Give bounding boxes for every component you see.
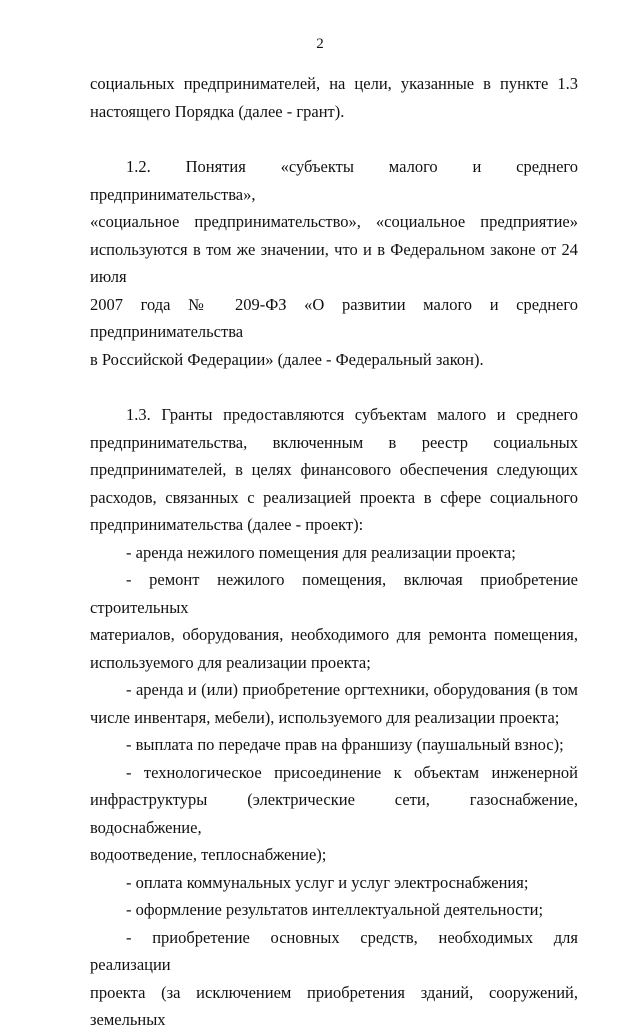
text-line: 2007 года № 209-ФЗ «О развитии малого и среднего предпринимательства (90, 294, 578, 341)
text-line: числе инвентаря, мебели), используемого для реализации проекта; (90, 707, 560, 727)
text-line: - ремонт нежилого помещения, включая приобретение строительных (90, 570, 578, 617)
text-line: водоотведение, теплоснабжение); (90, 845, 327, 864)
text-line: - аренда нежилого помещения для реализации проекта; (126, 542, 516, 562)
text-line: предпринимательства (далее - проект): (90, 515, 364, 534)
text-line: - приобретение основных средств, необходимых для реализации (90, 927, 578, 974)
paragraph-gap (90, 373, 578, 401)
text-line: предпринимательства, включенным в реестр социальных (90, 432, 578, 452)
text-line: расходов, связанных с реализацией проекта в сфере социального (90, 487, 578, 507)
text-line: «социальное предпринимательство», «социальное предприятие» (90, 212, 578, 231)
text-line: настоящего Порядка (далее - грант). (90, 101, 345, 121)
text-line: 1.3. Гранты предоставляются субъектам малого и среднего (126, 405, 578, 424)
text-line: в Российской Федерации» (далее - Федеральный закон). (90, 349, 484, 369)
text-line: - технологическое присоединение к объектам инженерной (126, 762, 578, 782)
text-line: социальных предпринимателей, на цели, указанные в пункте 1.3 (90, 74, 578, 93)
text-line: материалов, оборудования, необходимого для ремонта помещения, (90, 625, 578, 644)
text-line: - выплата по передаче прав на франшизу (паушальный взнос); (126, 735, 564, 754)
paragraph-gap (90, 125, 578, 153)
text-line: - аренда и (или) приобретение оргтехники, оборудования (в том (126, 680, 578, 699)
text-line: - оформление результатов интеллектуальной деятельности; (126, 900, 544, 919)
text-line: проекта (за исключением приобретения зданий, сооружений, земельных (90, 982, 578, 1029)
text-line: используются в том же значении, что и в Федеральном законе от 24 июля (90, 239, 578, 286)
text-line: инфраструктуры (электрические сети, газоснабжение, водоснабжение, (90, 790, 578, 837)
text-line: - оплата коммунальных услуг и услуг электроснабжения; (126, 872, 529, 892)
text-line: используемого для реализации проекта; (90, 652, 371, 672)
text-line: 1.2. Понятия «субъекты малого и среднего предпринимательства», (90, 157, 578, 204)
page-number: 2 (316, 36, 324, 52)
text-line: предпринимателей, в целях финансового обеспечения следующих (90, 460, 578, 479)
document-body (90, 70, 578, 1034)
